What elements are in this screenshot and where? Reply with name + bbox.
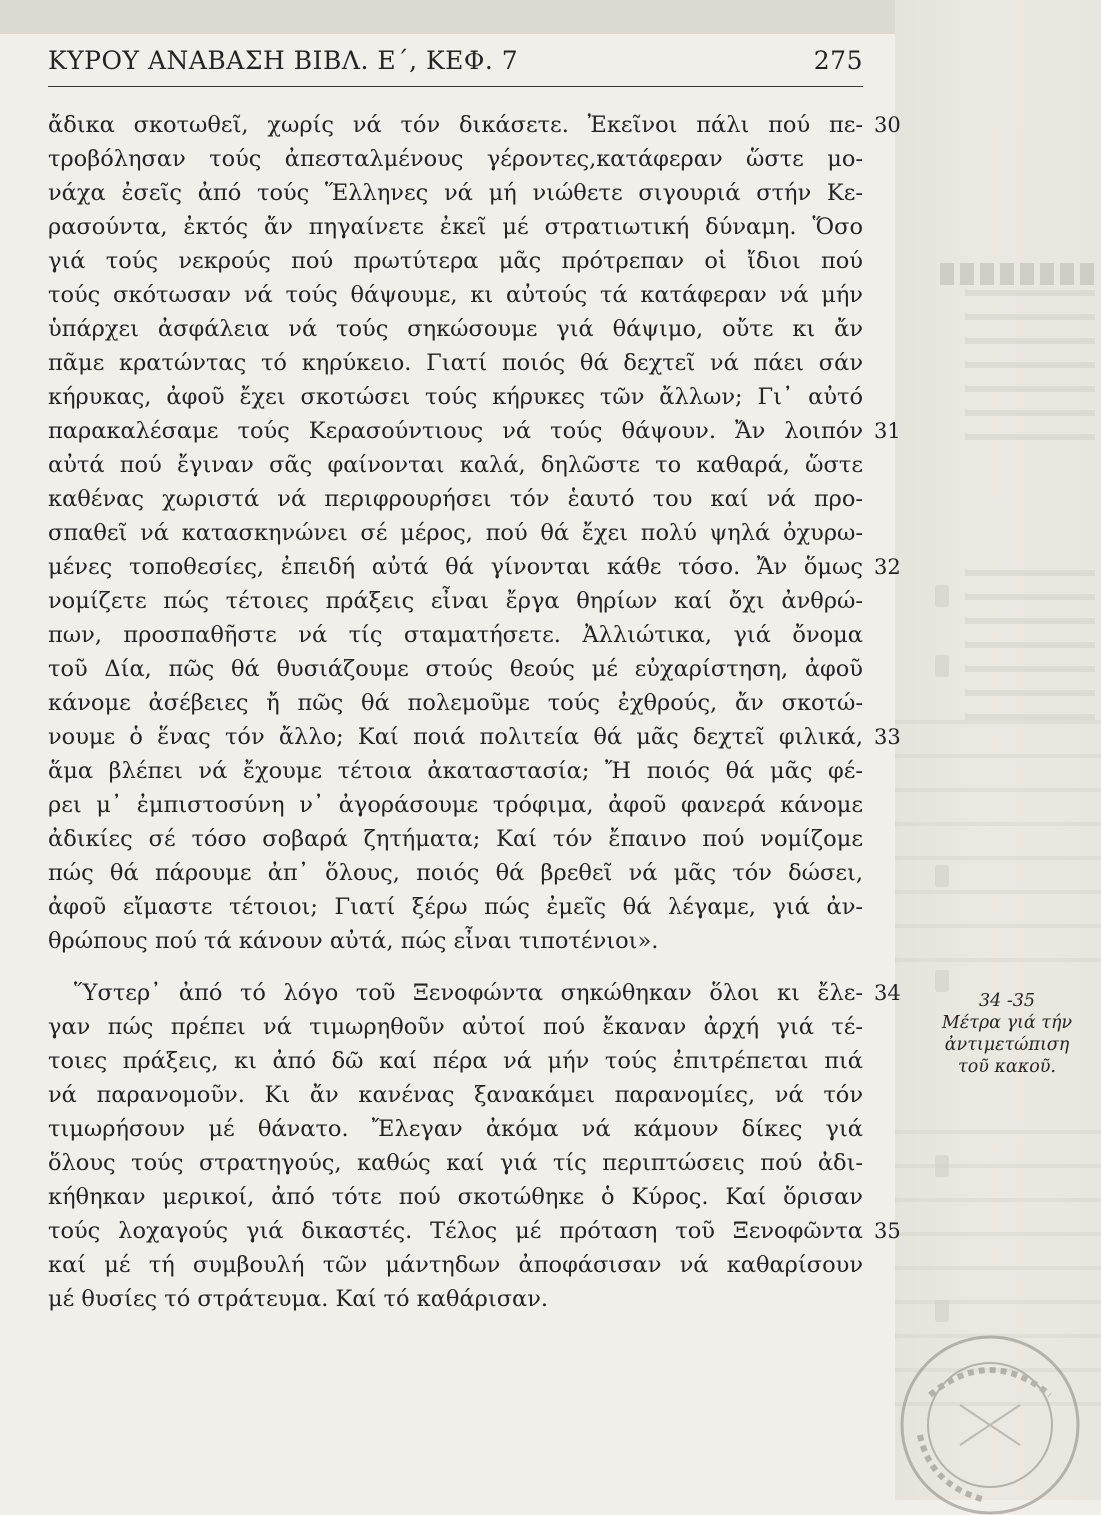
text-line: ὅλους τούς στρατηγούς, καθώς καί γιά τίς περιπτώσεις πού ἀδι- <box>48 1150 863 1176</box>
text-line: πᾶμε κρατώντας τό κηρύκειο. Γιατί ποιός θά δεχτεῖ νά πάει σάν <box>48 350 863 376</box>
section-number: 30 <box>874 113 901 137</box>
text-line: κάνομε ἀσέβειες ἤ πῶς θά πολεμοῦμε τούς ἐχθρούς, ἄν σκοτώ- <box>48 690 863 716</box>
section-number: 31 <box>874 419 901 443</box>
text-line: σπαθεῖ νά κατασκηνώνει σέ μέρος, πού θά ἔχει πολύ ψηλά ὀχυρω- <box>48 520 863 546</box>
running-head-title: ΚΥΡΟΥ ΑΝΑΒΑΣΗ ΒΙΒΛ. Ε΄, ΚΕΦ. 7 <box>48 46 519 75</box>
margin-note <box>918 990 1096 1078</box>
library-stamp <box>890 1325 1080 1515</box>
text-line: αὐτά πού ἔγιναν σᾶς φαίνονται καλά, δηλῶστε το καθαρά, ὥστε <box>48 452 863 478</box>
text-line: μέ θυσίες τό στράτευμα. Καί τό καθάρισαν. <box>48 1286 549 1312</box>
margin-note-line: Μέτρα γιά τήν <box>941 1013 1073 1033</box>
paragraph-first-line: Ὕστερ᾿ ἀπό τό λόγο τοῦ Ξενοφώντα σηκώθηκαν ὅλοι κι ἔλε- <box>74 980 863 1006</box>
text-line: ἄδικα σκοτωθεῖ, χωρίς νά τόν δικάσετε. Ἐκεῖνοι πάλι πού πε- <box>48 112 863 138</box>
text-line: παρακαλέσαμε τούς Κερασούντιους νά τούς θάψουν. Ἄν λοιπόν <box>48 418 863 444</box>
text-line: νομίζετε πώς τέτοιες πράξεις εἶναι ἔργα θηρίων καί ὄχι ἀνθρώ- <box>48 588 863 614</box>
text-line: κήθηκαν μερικοί, ἀπό τότε πού σκοτώθηκε ὁ Κύρος. Καί ὅρισαν <box>48 1184 863 1210</box>
text-line: τούς λοχαγούς γιά δικαστές. Τέλος μέ πρόταση τοῦ Ξενοφῶντα <box>48 1218 863 1244</box>
running-head <box>48 42 863 82</box>
show-through-text <box>895 720 1101 980</box>
show-through-heading <box>940 263 1100 285</box>
text-line: ἀδικίες σέ τόσο σοβαρά ζητήματα; Καί τόν ἔπαινο πού νομίζομε <box>48 826 863 852</box>
text-line: γαν πώς πρέπει νά τιμωρηθοῦν αὐτοί πού ἔκαναν ἀρχή γιά τέ- <box>48 1014 863 1040</box>
section-number: 34 <box>874 981 901 1005</box>
text-line: γιά τούς νεκρούς πού πρωτύτερα μᾶς πρότρεπαν οἱ ἴδιοι πού <box>48 248 863 274</box>
text-line: τούς σκότωσαν νά τούς θάψουμε, κι αὐτούς τά κατάφεραν νά μήν <box>48 282 863 308</box>
text-line: ρασούντα, ἐκτός ἄν πηγαίνετε ἐκεῖ μέ στρατιωτική δύναμη. Ὅσο <box>48 214 863 240</box>
header-rule <box>48 86 863 87</box>
text-line: ἀφοῦ εἴμαστε τέτοιοι; Γιατί ξέρω πώς ἐμεῖς θά λέγαμε, γιά ἀν- <box>48 894 863 920</box>
text-line: θρώπους πού τά κάνουν αὐτά, πώς εἶναι τιποτένιοι». <box>48 928 659 954</box>
section-number: 32 <box>874 555 901 579</box>
text-line: πώς θά πάρουμε ἀπ᾿ ὅλους, ποιός θά βρεθεῖ νά μᾶς τόν δώσει, <box>48 860 863 886</box>
show-through-note <box>965 290 1095 440</box>
text-line: ὑπάρχει ἀσφάλεια νά τούς σηκώσουμε γιά θάψιμο, οὔτε κι ἄν <box>48 316 863 342</box>
text-line: τιμωρήσουν μέ θάνατο. Ἔλεγαν ἀκόμα νά κάμουν δίκες γιά <box>48 1116 863 1142</box>
show-through-number <box>935 585 949 607</box>
text-line: νουμε ὁ ἕνας τόν ἄλλο; Καί ποιά πολιτεία θά μᾶς δεχτεῖ φιλικά, <box>48 724 863 750</box>
show-through-note <box>965 570 1095 720</box>
page-number: 275 <box>813 46 863 75</box>
text-line: τοιες πράξεις, κι ἀπό δῶ καί πέρα νά μήν τούς ἐπιτρέπεται πιά <box>48 1048 863 1074</box>
section-number: 35 <box>874 1219 901 1243</box>
text-line: τοῦ Δία, πῶς θά θυσιάζουμε στούς θεούς μέ εὐχαρίστηση, ἀφοῦ <box>48 656 863 682</box>
text-line: νά παρανομοῦν. Κι ἄν κανένας ξανακάμει παρανομίες, νά τόν <box>48 1082 863 1108</box>
text-line: καί μέ τή συμβουλή τῶν μάντηδων ἀποφάσισαν νά καθαρίσουν <box>48 1252 863 1278</box>
text-line: πων, προσπαθῆστε νά τίς σταματήσετε. Ἀλλιώτικα, γιά ὄνομα <box>48 622 863 648</box>
text-line: τροβόλησαν τούς ἀπεσταλμένους γέροντες,κατάφεραν ὥστε μο- <box>48 146 863 172</box>
text-line: κήρυκας, ἀφοῦ ἔχει σκοτώσει τούς κήρυκες τῶν ἄλλων; Γι᾿ αὐτό <box>48 384 863 410</box>
section-number: 33 <box>874 725 901 749</box>
text-line: ἅμα βλέπει νά ἔχουμε τέτοια ἀκαταστασία; Ἤ ποιός θά μᾶς φέ- <box>48 758 863 784</box>
text-line: μένες τοποθεσίες, ἐπειδή αὐτά θά γίνονται κάθε τόσο. Ἄν ὅμως <box>48 554 863 580</box>
margin-note-line: τοῦ κακοῦ. <box>958 1057 1056 1077</box>
show-through-number <box>935 655 949 677</box>
margin-note-line: ἀντιμετώπιση <box>944 1035 1070 1055</box>
text-line: καθένας χωριστά νά περιφρουρήσει τόν ἑαυτό του καί νά προ- <box>48 486 863 512</box>
text-line: νάχα ἐσεῖς ἀπό τούς Ἕλληνες νά μή νιώθετε σιγουριά στήν Κε- <box>48 180 863 206</box>
margin-note-range: 34 -35 <box>978 991 1035 1011</box>
text-line: ρει μ᾿ ἐμπιστοσύνη ν᾿ ἀγοράσουμε τρόφιμα, ἀφοῦ φανερά κάνομε <box>48 792 863 818</box>
